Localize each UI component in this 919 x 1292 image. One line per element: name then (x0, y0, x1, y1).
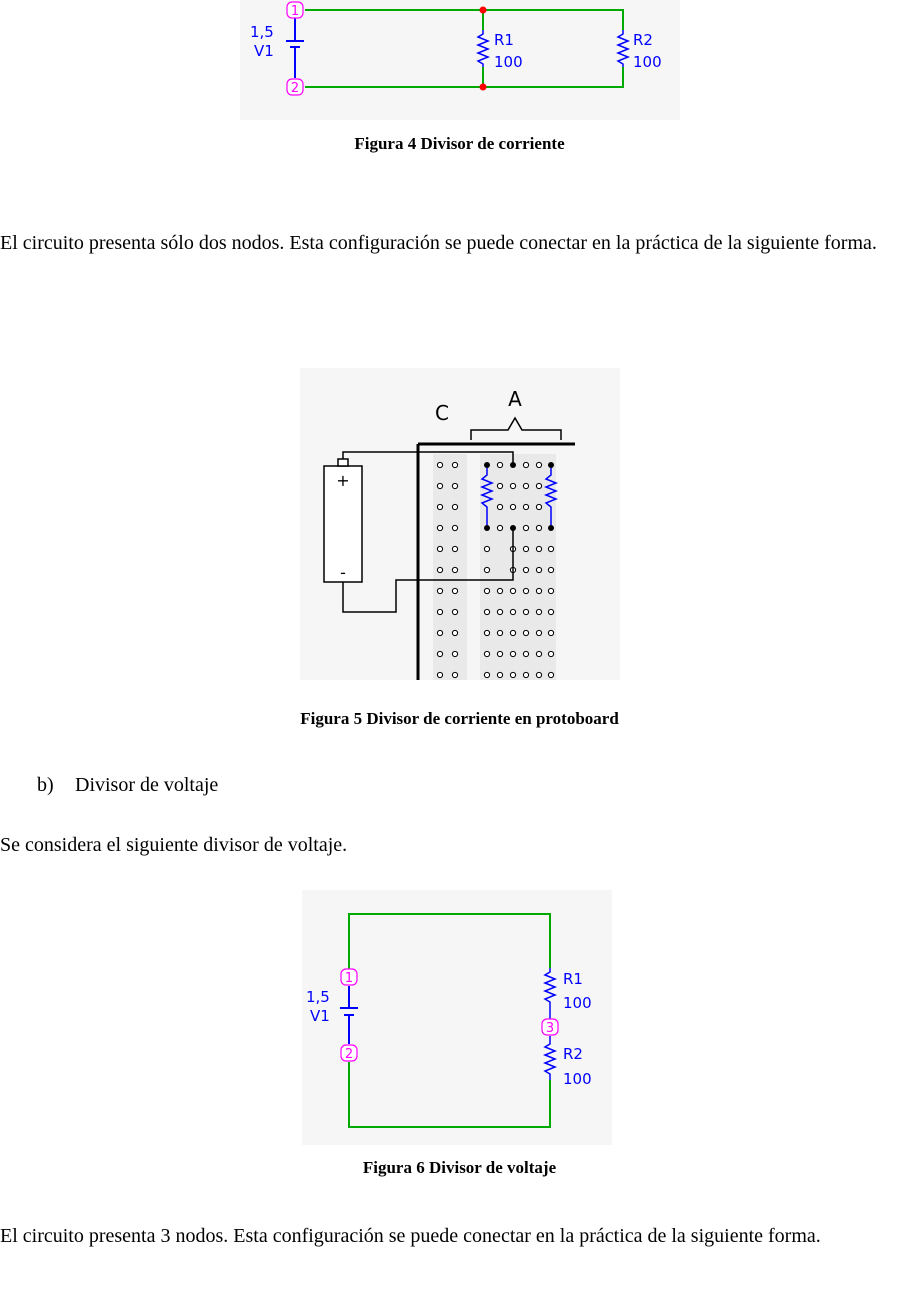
battery-minus: - (340, 563, 346, 582)
source-name: V1 (310, 1007, 330, 1025)
breadboard-hole (484, 651, 489, 656)
breadboard-hole (452, 462, 457, 467)
breadboard-hole (548, 567, 553, 572)
breadboard-hole (510, 588, 515, 593)
breadboard-hole (523, 546, 528, 551)
breadboard-hole (497, 483, 502, 488)
breadboard-hole (497, 525, 502, 530)
r1-name: R1 (494, 31, 514, 49)
breadboard-hole (536, 525, 541, 530)
breadboard-hole (548, 546, 553, 551)
breadboard-hole (437, 672, 442, 677)
breadboard-hole (437, 630, 442, 635)
paragraph-2: Se considera el siguiente divisor de voltaje. (0, 834, 348, 856)
breadboard-hole (523, 588, 528, 593)
section-b-marker: b) (37, 774, 54, 796)
figure-4-schematic (240, 0, 680, 120)
breadboard-hole (437, 483, 442, 488)
paragraph-1: El circuito presenta sólo dos nodos. Esta configuración se puede conectar en la práctica de la siguiente forma. (0, 232, 877, 254)
r1-value: 100 (494, 53, 523, 71)
source-name: V1 (254, 42, 274, 60)
label-a: A (508, 387, 522, 411)
breadboard-hole (548, 672, 553, 677)
breadboard-hole (536, 504, 541, 509)
breadboard-hole (452, 483, 457, 488)
battery-plus: + (336, 471, 350, 490)
breadboard-hole (437, 504, 442, 509)
breadboard-hole (452, 567, 457, 572)
breadboard-hole (523, 651, 528, 656)
source-value: 1,5 (250, 23, 274, 41)
r2-value: 100 (563, 1070, 592, 1088)
node-1-label: 1 (344, 971, 354, 986)
breadboard-hole (548, 630, 553, 635)
node-1-label: 1 (290, 4, 300, 19)
breadboard-hole (536, 462, 541, 467)
r2-name: R2 (633, 31, 653, 49)
breadboard-hole (497, 504, 502, 509)
breadboard-hole (484, 546, 489, 551)
node-3-label: 3 (545, 1021, 555, 1036)
breadboard-hole (452, 525, 457, 530)
breadboard-hole (497, 588, 502, 593)
breadboard-hole (510, 609, 515, 614)
breadboard-hole (536, 630, 541, 635)
breadboard-hole (452, 609, 457, 614)
r2-value: 100 (633, 53, 662, 71)
figure-5-protoboard (300, 368, 620, 680)
breadboard-hole (523, 525, 528, 530)
breadboard-hole (437, 567, 442, 572)
figure-6-caption: Figura 6 Divisor de voltaje (362, 1158, 557, 1177)
breadboard-hole (497, 672, 502, 677)
figure-4-caption: Figura 4 Divisor de corriente (354, 134, 565, 153)
breadboard-hole (484, 588, 489, 593)
node-2-label: 2 (290, 81, 300, 96)
breadboard-hole (510, 483, 515, 488)
breadboard-hole (548, 651, 553, 656)
breadboard-hole (523, 630, 528, 635)
breadboard-hole (536, 609, 541, 614)
breadboard-hole (452, 588, 457, 593)
breadboard-hole (536, 672, 541, 677)
breadboard-hole (523, 609, 528, 614)
breadboard-hole (523, 483, 528, 488)
label-c: C (435, 401, 449, 425)
breadboard-hole (510, 651, 515, 656)
breadboard-hole (452, 630, 457, 635)
section-b-title: Divisor de voltaje (75, 774, 219, 796)
breadboard-hole (484, 609, 489, 614)
breadboard-hole (510, 630, 515, 635)
breadboard-hole (497, 630, 502, 635)
breadboard-hole (452, 504, 457, 509)
breadboard-hole (437, 651, 442, 656)
breadboard-hole (437, 588, 442, 593)
breadboard-hole (452, 672, 457, 677)
r1-value: 100 (563, 994, 592, 1012)
breadboard-hole (548, 588, 553, 593)
breadboard-hole (536, 567, 541, 572)
breadboard-hole (536, 651, 541, 656)
breadboard-hole (437, 609, 442, 614)
r1-name: R1 (563, 970, 583, 988)
figure-5-caption: Figura 5 Divisor de corriente en protoboard (300, 709, 619, 728)
breadboard-hole (452, 546, 457, 551)
breadboard-hole (510, 672, 515, 677)
node-2-label: 2 (344, 1047, 354, 1062)
breadboard-hole (497, 651, 502, 656)
breadboard-hole (484, 567, 489, 572)
breadboard-hole (452, 651, 457, 656)
breadboard-hole (510, 504, 515, 509)
breadboard-hole (484, 630, 489, 635)
breadboard-hole (497, 609, 502, 614)
breadboard-hole (523, 672, 528, 677)
breadboard-hole (548, 609, 553, 614)
breadboard-hole (437, 462, 442, 467)
breadboard-hole (536, 588, 541, 593)
breadboard-hole (523, 567, 528, 572)
r2-name: R2 (563, 1045, 583, 1063)
breadboard-hole (536, 483, 541, 488)
figure-6-schematic (302, 890, 612, 1145)
breadboard-hole (523, 504, 528, 509)
breadboard-hole (437, 525, 442, 530)
breadboard-hole (536, 546, 541, 551)
paragraph-3: El circuito presenta 3 nodos. Esta configuración se puede conectar en la práctica de la siguiente forma. (0, 1225, 821, 1247)
breadboard-hole (437, 546, 442, 551)
source-value: 1,5 (306, 988, 330, 1006)
breadboard-hole (497, 462, 502, 467)
breadboard-hole (484, 672, 489, 677)
breadboard-hole (523, 462, 528, 467)
